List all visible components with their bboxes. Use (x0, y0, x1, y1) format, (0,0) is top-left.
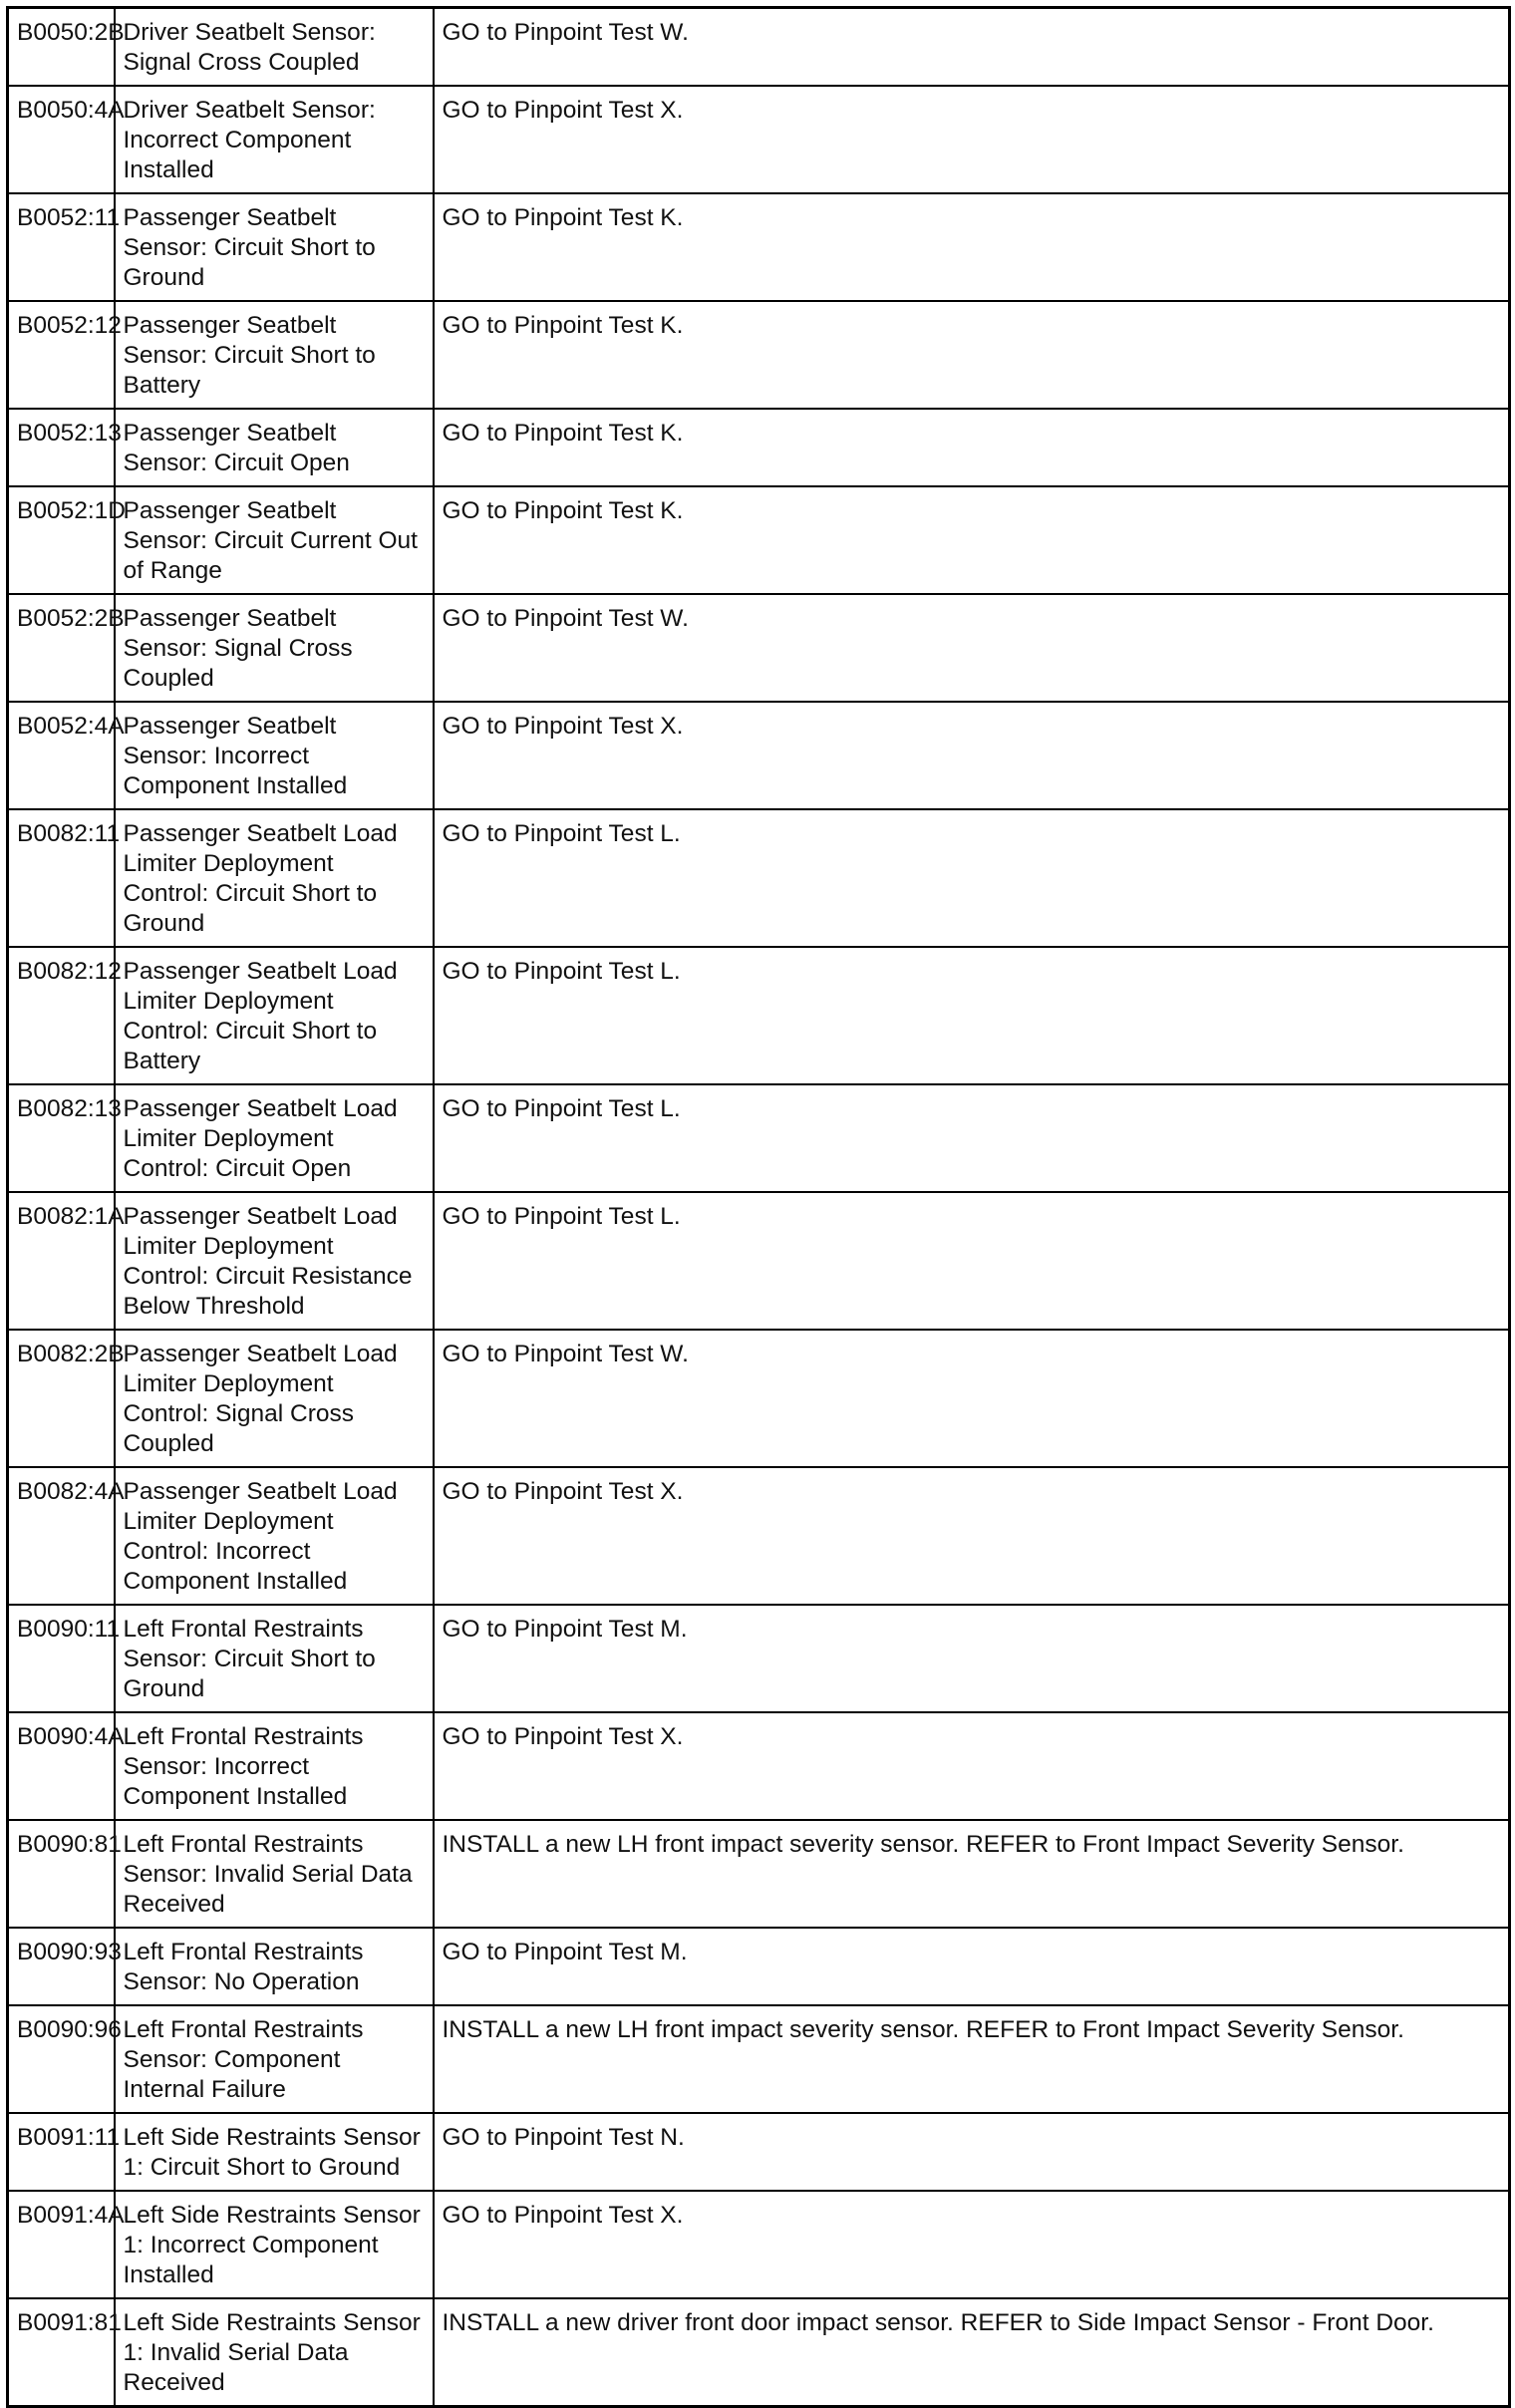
dtc-action-cell: GO to Pinpoint Test W. (434, 594, 1510, 702)
dtc-code-cell: B0082:2B (8, 1330, 115, 1467)
dtc-description-cell: Left Frontal Restraints Sensor: Incorrect Component Installed (115, 1712, 434, 1820)
table-row (8, 594, 1510, 702)
dtc-action-cell: GO to Pinpoint Test L. (434, 809, 1510, 947)
dtc-description-cell: Passenger Seatbelt Sensor: Circuit Short to Ground (115, 193, 434, 301)
table-row (8, 2113, 1510, 2191)
dtc-code-cell: B0082:12 (8, 947, 115, 1084)
table-row (8, 8, 1510, 87)
dtc-description-cell: Passenger Seatbelt Load Limiter Deployment Control: Circuit Short to Ground (115, 809, 434, 947)
dtc-code-cell: B0090:81 (8, 1820, 115, 1928)
dtc-code-cell: B0082:1A (8, 1192, 115, 1330)
table-row (8, 702, 1510, 809)
dtc-action-cell: GO to Pinpoint Test W. (434, 1330, 1510, 1467)
table-row (8, 1467, 1510, 1605)
dtc-action-cell: GO to Pinpoint Test X. (434, 86, 1510, 193)
dtc-code-cell: B0091:81 (8, 2298, 115, 2407)
dtc-code-cell: B0050:4A (8, 86, 115, 193)
dtc-action-cell: GO to Pinpoint Test L. (434, 1192, 1510, 1330)
dtc-action-cell: GO to Pinpoint Test W. (434, 8, 1510, 87)
dtc-action-cell: INSTALL a new driver front door impact sensor. REFER to Side Impact Sensor - Front Door. (434, 2298, 1510, 2407)
dtc-code-cell: B0090:93 (8, 1928, 115, 2005)
table-row (8, 193, 1510, 301)
dtc-action-cell: GO to Pinpoint Test X. (434, 1467, 1510, 1605)
dtc-description-cell: Driver Seatbelt Sensor: Signal Cross Coupled (115, 8, 434, 87)
dtc-description-cell: Left Side Restraints Sensor 1: Invalid Serial Data Received (115, 2298, 434, 2407)
table-row (8, 1084, 1510, 1192)
dtc-code-cell: B0052:2B (8, 594, 115, 702)
dtc-action-cell: GO to Pinpoint Test K. (434, 193, 1510, 301)
dtc-code-cell: B0082:11 (8, 809, 115, 947)
table-row (8, 2191, 1510, 2298)
table-row (8, 947, 1510, 1084)
dtc-action-cell: INSTALL a new LH front impact severity sensor. REFER to Front Impact Severity Sensor. (434, 2005, 1510, 2113)
dtc-code-cell: B0090:96 (8, 2005, 115, 2113)
dtc-code-cell: B0090:4A (8, 1712, 115, 1820)
dtc-code-cell: B0050:2B (8, 8, 115, 87)
table-row (8, 1192, 1510, 1330)
dtc-action-cell: GO to Pinpoint Test M. (434, 1605, 1510, 1712)
dtc-table (6, 6, 1511, 2408)
dtc-code-cell: B0091:4A (8, 2191, 115, 2298)
dtc-description-cell: Left Side Restraints Sensor 1: Incorrect Component Installed (115, 2191, 434, 2298)
table-row (8, 2005, 1510, 2113)
dtc-description-cell: Left Frontal Restraints Sensor: No Operation (115, 1928, 434, 2005)
table-row (8, 86, 1510, 193)
table-row (8, 1928, 1510, 2005)
table-row (8, 1820, 1510, 1928)
dtc-code-cell: B0082:4A (8, 1467, 115, 1605)
dtc-code-cell: B0052:13 (8, 409, 115, 486)
dtc-description-cell: Passenger Seatbelt Load Limiter Deployment Control: Signal Cross Coupled (115, 1330, 434, 1467)
dtc-action-cell: GO to Pinpoint Test X. (434, 702, 1510, 809)
dtc-description-cell: Passenger Seatbelt Load Limiter Deployment Control: Circuit Short to Battery (115, 947, 434, 1084)
dtc-description-cell: Left Side Restraints Sensor 1: Circuit Short to Ground (115, 2113, 434, 2191)
dtc-description-cell: Passenger Seatbelt Sensor: Circuit Open (115, 409, 434, 486)
dtc-description-cell: Left Frontal Restraints Sensor: Circuit Short to Ground (115, 1605, 434, 1712)
dtc-description-cell: Passenger Seatbelt Sensor: Circuit Short to Battery (115, 301, 434, 409)
dtc-action-cell: GO to Pinpoint Test L. (434, 1084, 1510, 1192)
table-row (8, 486, 1510, 594)
table-row (8, 301, 1510, 409)
table-row (8, 809, 1510, 947)
dtc-description-cell: Passenger Seatbelt Sensor: Circuit Current Out of Range (115, 486, 434, 594)
dtc-code-cell: B0091:11 (8, 2113, 115, 2191)
dtc-action-cell: GO to Pinpoint Test X. (434, 1712, 1510, 1820)
dtc-description-cell: Driver Seatbelt Sensor: Incorrect Component Installed (115, 86, 434, 193)
dtc-description-cell: Left Frontal Restraints Sensor: Invalid Serial Data Received (115, 1820, 434, 1928)
dtc-code-cell: B0052:11 (8, 193, 115, 301)
dtc-action-cell: GO to Pinpoint Test M. (434, 1928, 1510, 2005)
dtc-description-cell: Passenger Seatbelt Sensor: Signal Cross Coupled (115, 594, 434, 702)
table-row (8, 2298, 1510, 2407)
dtc-description-cell: Passenger Seatbelt Load Limiter Deployment Control: Incorrect Component Installed (115, 1467, 434, 1605)
dtc-code-cell: B0090:11 (8, 1605, 115, 1712)
dtc-table-body (8, 8, 1510, 2407)
dtc-code-cell: B0052:1D (8, 486, 115, 594)
dtc-code-cell: B0052:4A (8, 702, 115, 809)
dtc-action-cell: GO to Pinpoint Test K. (434, 486, 1510, 594)
dtc-description-cell: Passenger Seatbelt Sensor: Incorrect Component Installed (115, 702, 434, 809)
dtc-action-cell: GO to Pinpoint Test L. (434, 947, 1510, 1084)
dtc-action-cell: GO to Pinpoint Test K. (434, 409, 1510, 486)
dtc-action-cell: GO to Pinpoint Test X. (434, 2191, 1510, 2298)
dtc-description-cell: Passenger Seatbelt Load Limiter Deployment Control: Circuit Open (115, 1084, 434, 1192)
dtc-code-cell: B0082:13 (8, 1084, 115, 1192)
table-row (8, 1712, 1510, 1820)
dtc-description-cell: Passenger Seatbelt Load Limiter Deployment Control: Circuit Resistance Below Threshold (115, 1192, 434, 1330)
dtc-action-cell: INSTALL a new LH front impact severity sensor. REFER to Front Impact Severity Sensor. (434, 1820, 1510, 1928)
table-row (8, 409, 1510, 486)
table-row (8, 1330, 1510, 1467)
dtc-code-cell: B0052:12 (8, 301, 115, 409)
dtc-description-cell: Left Frontal Restraints Sensor: Component Internal Failure (115, 2005, 434, 2113)
dtc-action-cell: GO to Pinpoint Test K. (434, 301, 1510, 409)
dtc-action-cell: GO to Pinpoint Test N. (434, 2113, 1510, 2191)
table-row (8, 1605, 1510, 1712)
